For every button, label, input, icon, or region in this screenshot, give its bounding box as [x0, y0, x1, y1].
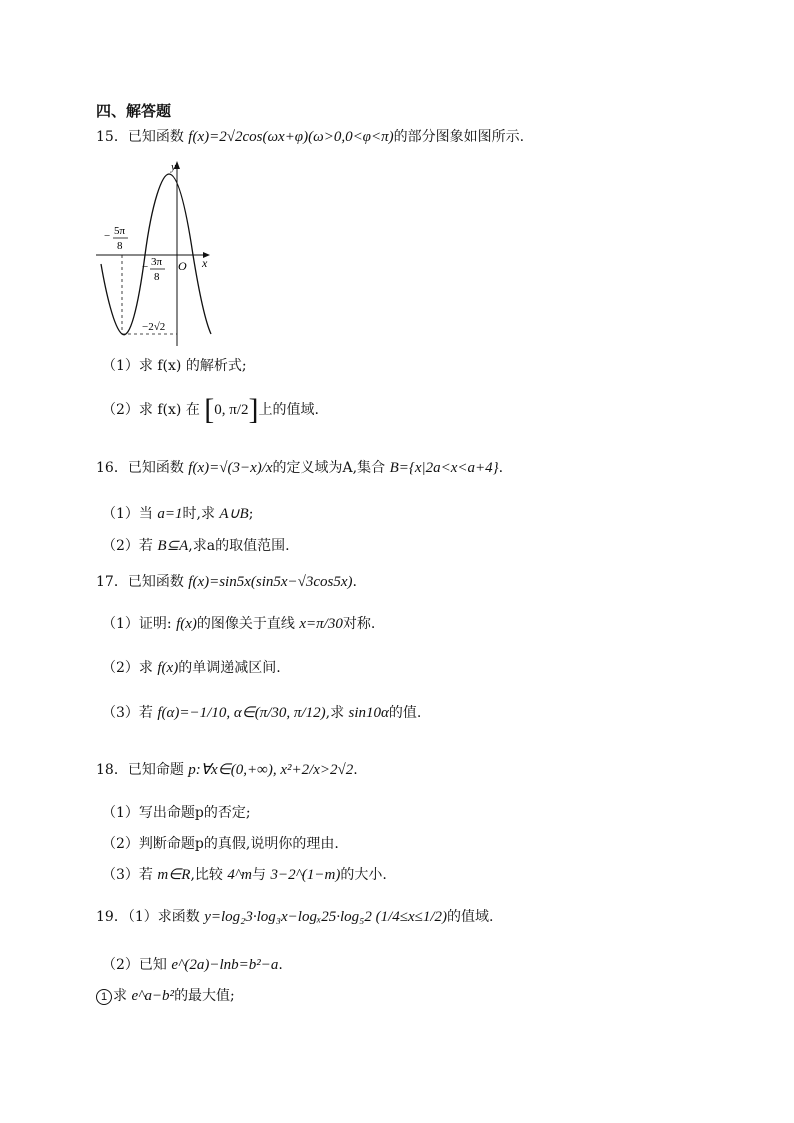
q19-p1-formula: y=log₂3·log₃x−logₓ25·log₅2 (1/4≤x≤1/2) [204, 909, 448, 925]
q17-p3-pre: 若 [138, 705, 153, 721]
q17-end: . [352, 574, 357, 590]
q18-prop: p:∀x∈(0,+∞), x²+2/x>2√2 [188, 762, 354, 778]
q18-number: 18． [96, 762, 128, 778]
q16-p1-mid: 时,求 [182, 506, 215, 522]
q19-p1-post: 的值域. [447, 909, 494, 925]
q15-post: 的部分图象如图所示. [393, 129, 525, 145]
q17-p2-post: 的单调递减区间. [178, 660, 281, 676]
q15-p2-interval: 0, π/2 [214, 402, 249, 418]
q17-p1-post: 对称. [342, 616, 376, 632]
q17-formula: f(x)=sin5x(sin5x−√3cos5x) [188, 574, 353, 590]
section-heading: 四、解答题 [96, 102, 172, 120]
q18-p3-post: 的大小. [340, 867, 387, 883]
q17-p3-post: 的值. [388, 705, 422, 721]
label-a-minus: − [104, 230, 111, 242]
q19-part1 [96, 907, 494, 927]
q18-p3-a: 4^m [227, 867, 253, 883]
q17-p2-pre: 求 [138, 660, 153, 676]
q18-p3-pre: 若 [138, 867, 153, 883]
q15-p2-tag: （2） [102, 402, 139, 418]
label-a-num: 5π [114, 225, 126, 237]
q15-number: 15． [96, 129, 128, 145]
q17-number: 17． [96, 574, 128, 590]
label-min: −2√2 [142, 321, 166, 333]
q19-part2 [102, 955, 283, 975]
q15-p1-text: 求 f(x) 的解析式; [138, 358, 247, 374]
q19-p2-end: . [278, 957, 283, 973]
origin-label: O [178, 259, 187, 273]
q17-p1-fx: f(x) [176, 616, 197, 632]
q18-p1-tag: （1） [102, 805, 139, 821]
q16-p1-tag: （1） [102, 506, 139, 522]
q15-part1 [102, 356, 247, 376]
q18-p3-b: 3−2^(1−m) [270, 867, 341, 883]
q16-statement [96, 458, 503, 478]
q17-p1-tag: （1） [102, 616, 139, 632]
q17-p2-tag: （2） [102, 660, 139, 676]
q18-p2-tag: （2） [102, 836, 139, 852]
q16-number: 16． [96, 460, 128, 476]
q17-p3-tag: （3） [102, 705, 139, 721]
q15-p1-tag: （1） [102, 358, 139, 374]
q16-p2-tag: （2） [102, 538, 139, 554]
q17-statement [96, 572, 357, 592]
q18-p1-text: 写出命题p的否定; [138, 805, 251, 821]
q16-formula: f(x)=√(3−x)/x [188, 460, 273, 476]
q16-p1-post: ; [248, 506, 254, 522]
q16-p2-pre: 若 [138, 538, 153, 554]
q18-p2-text: 判断命题p的真假,说明你的理由. [138, 836, 339, 852]
q19-p2a-expr: e^a−b² [131, 988, 175, 1004]
bracket-right: ] [248, 393, 259, 426]
circled-number-icon: 1 [96, 989, 112, 1005]
q17-part2 [102, 658, 281, 678]
q17-pre: 已知函数 [127, 574, 184, 590]
label-b-num: 3π [151, 256, 163, 268]
q16-p1-pre: 当 [138, 506, 153, 522]
q17-p3-mid: ,求 [325, 705, 345, 721]
q16-p2-cond: B⊆A [157, 538, 189, 554]
q18-p3-mid: ,比较 [190, 867, 223, 883]
q17-part3 [102, 703, 421, 723]
q18-part1 [102, 803, 251, 823]
q17-p1-pre: 证明: [138, 616, 172, 632]
q16-pre: 已知函数 [127, 460, 184, 476]
q16-p1-expr: A∪B [219, 506, 249, 522]
q18-p3-cond: m∈R [157, 867, 191, 883]
q18-part3 [102, 865, 387, 885]
q16-end: . [498, 460, 504, 476]
q15-statement [96, 127, 524, 147]
q15-formula: f(x)=2√2cos(ωx+φ)(ω>0,0<φ<π) [188, 129, 394, 145]
q16-p1-cond: a=1 [157, 506, 183, 522]
q17-p3-cond: f(α)=−1/10, α∈(π/30, π/12) [157, 705, 326, 721]
q16-part1 [102, 504, 253, 524]
q16-set: B={x|2a<x<a+4} [389, 460, 499, 476]
q19-part2a [96, 986, 235, 1006]
q19-p2-formula: e^(2a)−lnb=b²−a [171, 957, 279, 973]
bracket-left: [ [204, 393, 215, 426]
q18-end: . [353, 762, 358, 778]
q15-p2-post: 上的值域. [258, 402, 319, 418]
cosine-curve [101, 174, 211, 335]
q17-p1-mid: 的图像关于直线 [196, 616, 295, 632]
q18-part2 [102, 834, 339, 854]
q19-number: 19． [96, 909, 128, 925]
q17-p1-line: x=π/30 [299, 616, 343, 632]
q18-p3-tag: （3） [102, 867, 139, 883]
q15-p2-pre: 求 f(x) 在 [138, 402, 200, 418]
label-b-den: 8 [154, 271, 160, 283]
label-a-den: 8 [117, 240, 123, 252]
q15-part2 [102, 393, 319, 426]
q16-part2 [102, 536, 290, 556]
q17-p3-expr: sin10α [348, 705, 389, 721]
q18-p3-mid2: 与 [252, 867, 267, 883]
q19-p2-tag: （2）已知 [102, 957, 167, 973]
q19-p2a-pre: 求 [113, 988, 127, 1004]
q15-pre: 已知函数 [127, 129, 184, 145]
q17-p2-fx: f(x) [157, 660, 179, 676]
label-b-minus: − [142, 261, 149, 273]
q17-part1 [102, 614, 375, 634]
q18-pre: 已知命题 [127, 762, 184, 778]
x-axis-label: x [202, 256, 208, 270]
q19-p1-tag: （1）求函数 [127, 909, 200, 925]
q19-p2a-post: 的最大值; [174, 988, 235, 1004]
q15-graph [92, 158, 222, 348]
q16-mid: 的定义域为A,集合 [272, 460, 386, 476]
y-axis-label: y [171, 161, 176, 173]
q18-statement [96, 760, 358, 780]
q16-p2-post: ,求a的取值范围. [188, 538, 290, 554]
